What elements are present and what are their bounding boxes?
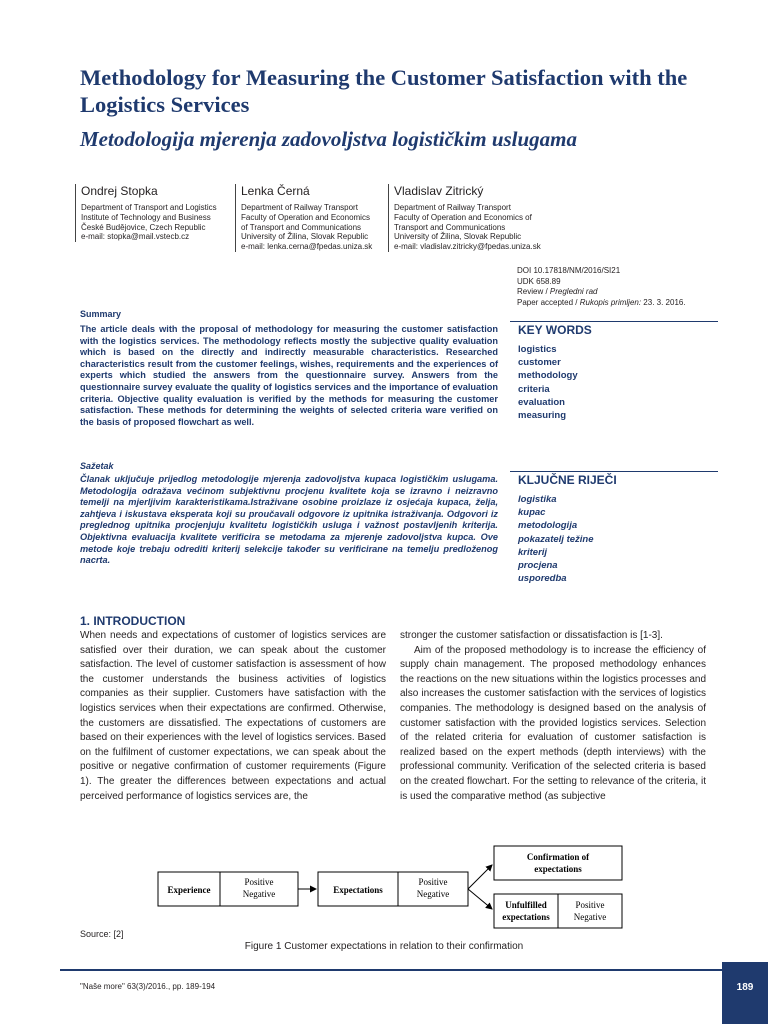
author-affiliation: Transport and Communications <box>394 222 506 232</box>
keyword: logistics <box>518 344 557 355</box>
body-column-right <box>400 629 706 804</box>
fig-negative: Negative <box>242 889 276 899</box>
author-affiliation: České Budějovice, Czech Republic <box>81 222 206 232</box>
figure-source: Source: [2] <box>80 929 124 939</box>
doi: DOI 10.17818/NM/2016/SI21 <box>517 266 621 275</box>
author-name: Lenka Černá <box>241 184 310 198</box>
kljucne-rijeci-box <box>510 471 718 585</box>
keyword-hr: kupac <box>518 507 546 519</box>
fig-expectations: Expectations <box>333 885 383 895</box>
paragraph: stronger the customer satisfaction or dissatisfaction is [1-3]. <box>400 630 663 641</box>
author-name: Vladislav Zitrický <box>394 184 484 198</box>
keyword: customer <box>518 357 561 369</box>
author-email: e-mail: vladislav.zitricky@fpedas.uniza.sk <box>394 242 541 252</box>
keywords-box <box>510 321 718 422</box>
author-affiliation: of Transport and Communications <box>241 222 362 232</box>
keyword: evaluation <box>518 396 565 408</box>
author-block-2 <box>235 184 372 252</box>
kljucne-rijeci-title: KLJUČNE RIJEČI <box>518 473 617 487</box>
keyword: criteria <box>518 383 550 395</box>
review-type: Review / Pregledni rad <box>517 287 598 296</box>
keyword: measuring <box>518 410 567 422</box>
fig-positive: Positive <box>418 877 448 887</box>
author-block-1 <box>75 184 217 242</box>
keyword-hr: pokazatelj težine <box>518 533 594 545</box>
fig-unfulfilled: expectations <box>502 912 550 922</box>
summary-text: The article deals with the proposal of methodology for measuring the customer satisfaction with the logistics services. The methodology reflects mostly the subjective quality evaluation which is based on the directly and indirectly measurable characteristics. Researched characteristics result from the customer feelings, wishes, requirements and the experiences of experts which studied the answers from the questionnaire survey. Answers from the questionnaire survey evaluate the quality of logistics services and the importance of evaluation criteria. Objective quality evaluation is verified by the methods for measuring the customer satisfaction. These methods for determining the weights of selected criteria ware verified on the basis of proposed flowchart as well. <box>80 324 498 427</box>
author-email: e-mail: stopka@mail.vstecb.cz <box>81 232 190 242</box>
keyword-hr: kriterij <box>518 546 548 558</box>
keyword-hr: metodologija <box>518 520 578 532</box>
udk: UDK 658.89 <box>517 276 561 286</box>
sazetak-heading: Sažetak <box>80 461 114 471</box>
fig-positive: Positive <box>244 877 274 887</box>
keyword: methodology <box>518 370 578 382</box>
summary-heading: Summary <box>80 309 122 319</box>
sazetak-text: Članak uključuje prijedlog metodologije mjerenja zadovoljstva kupaca logističkim uslugama. Metodologija odražava većinom subjektivnu procjenu kvalitete koja se izravno i neizravno temelji na mjerljivim karakteristikama.Istraživane osobine proizlaze iz osjećaja kupaca, želja, zahtjeva i iskustava eksperata koji su proučavali odgovore iz upitnika istraživanja. Odgovori iz preglednog upitnika procjenjuju kvalitetu logističkih usluga i važnost postavljenih kriterija. Objektivna evaluacija kvalitete verificira se metodama za mjerenje zadovoljstva kupca. Ove metode koje trebaju odrediti kriterij selekcije također su verificirane na temelju predloženog nacrta. <box>80 474 498 566</box>
fig-confirmation: Confirmation of <box>526 852 590 862</box>
paragraph: Aim of the proposed methodology is to increase the efficiency of supply chain management. The proposed methodology enhances the reactions on the new situations within the logistics processes and also increases the customer satisfaction with the services of logistics companies. The methodology is designed based on the analysis of customer satisfaction with the provided logistics services. Selection of the related criteria for evaluation of customer satisfaction is realized based on the expert methods (depth interviews) with the professional community. Verification of the selected criteria is based on the created flowchart. For the setting to relevance of the criteria, it is used the comparative method (as subjective <box>400 644 706 802</box>
article-title: Methodology for Measuring the Customer Satisfaction with the Logistics Services <box>80 65 688 117</box>
page-number: 189 <box>722 962 768 1024</box>
accepted-date: Paper accepted / Rukopis primljen: 23. 3. 2016. <box>517 297 686 307</box>
keyword-hr: procjena <box>518 560 558 572</box>
figure-caption: Figure 1 Customer expectations in relation to their confirmation <box>244 941 524 952</box>
figure-1-flowchart <box>150 838 630 930</box>
author-affiliation: University of Žilina, Slovak Republic <box>394 232 522 242</box>
doi-block <box>517 266 686 308</box>
author-affiliation: Department of Railway Transport <box>394 203 511 212</box>
footer-rule <box>60 969 768 971</box>
fig-negative: Negative <box>416 889 450 899</box>
fig-negative: Negative <box>573 912 607 922</box>
fig-unfulfilled: Unfulfilled <box>505 900 547 910</box>
author-affiliation: Institute of Technology and Business <box>81 212 211 222</box>
fig-positive: Positive <box>575 900 605 910</box>
article-title-croatian: Metodologija mjerenja zadovoljstva logističkim uslugama <box>80 127 578 151</box>
section-heading-introduction: 1. INTRODUCTION <box>80 614 186 628</box>
author-affiliation: University of Žilina, Slovak Republic <box>241 232 369 242</box>
author-affiliation: Faculty of Operation and Economics of <box>394 212 532 222</box>
author-name: Ondrej Stopka <box>81 184 158 198</box>
journal-citation: "Naše more" 63(3)/2016., pp. 189-194 <box>80 982 216 991</box>
author-affiliation: Department of Transport and Logistics <box>81 203 217 212</box>
author-affiliation: Faculty of Operation and Economics <box>241 212 370 222</box>
keyword-hr: logistika <box>518 494 557 505</box>
author-block-3 <box>388 184 541 252</box>
body-column-left <box>80 629 386 804</box>
fig-confirmation: expectations <box>534 864 582 874</box>
author-email: e-mail: lenka.cerna@fpedas.uniza.sk <box>241 242 373 252</box>
paragraph: When needs and expectations of customer of logistics services are satisfied over their duration, we can speak about the customer satisfaction. The level of customer satisfaction is assessment of how the customer understands the business activities of logistics companies as their supplier. Customers have satisfaction with the logistics services when their expectations are confirmed. Otherwise, the customers are dissatisfied. The expectations of customers are based on their experiences with the level of logistics services. Based on the fulfilment of customer expectations, we can speak about the positive or negative confirmation of customer requirements (Figure 1). The greater the differences between expectations and actual perceived performance of logistics services are, the <box>80 630 386 802</box>
author-affiliation: Department of Railway Transport <box>241 203 358 212</box>
fig-experience: Experience <box>167 885 211 895</box>
keyword-hr: usporedba <box>518 573 567 585</box>
keywords-title: KEY WORDS <box>518 323 592 337</box>
